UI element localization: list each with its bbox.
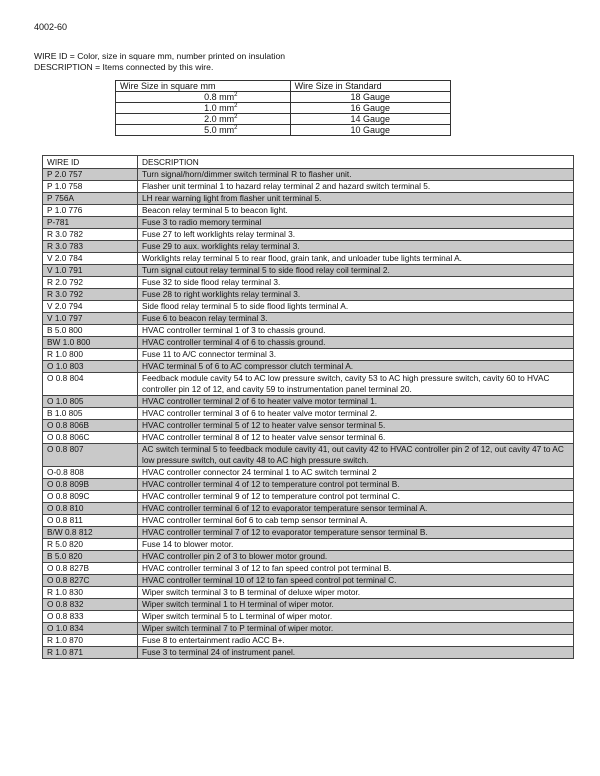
wire-id-cell: B/W 0.8 812	[43, 527, 138, 539]
description-cell: HVAC controller terminal 2 of 6 to heater valve motor terminal 1.	[138, 396, 574, 408]
wire-id-cell: R 3.0 782	[43, 229, 138, 241]
description-cell: Side flood relay terminal 5 to side flood lights terminal A.	[138, 301, 574, 313]
description-cell: Fuse 29 to aux. worklights relay terminal 3.	[138, 241, 574, 253]
table-row	[43, 241, 574, 253]
legend-wire-id: WIRE ID = Color, size in square mm, number printed on insulation	[34, 51, 285, 61]
description-cell: HVAC controller terminal 8 of 12 to heater valve sensor terminal 6.	[138, 432, 574, 444]
wire-id-cell: B 5.0 820	[43, 551, 138, 563]
wire-id-cell: BW 1.0 800	[43, 337, 138, 349]
table-row	[43, 587, 574, 599]
wire-id-cell: V 2.0 784	[43, 253, 138, 265]
size-mm-superscript: 2	[234, 103, 238, 109]
description-cell: HVAC controller pin 2 of 3 to blower motor ground.	[138, 551, 574, 563]
description-cell: Fuse 14 to blower motor.	[138, 539, 574, 551]
description-cell: HVAC controller terminal 5 of 12 to heater valve sensor terminal 5.	[138, 420, 574, 432]
wire-id-cell: O 0.8 810	[43, 503, 138, 515]
table-row	[43, 647, 574, 659]
wire-id-cell: P-781	[43, 217, 138, 229]
table-row	[43, 301, 574, 313]
size-row	[116, 92, 451, 103]
wire-id-cell: R 3.0 792	[43, 289, 138, 301]
description-cell: HVAC controller terminal 6of 6 to cab temp sensor terminal A.	[138, 515, 574, 527]
size-gauge-cell: 14 Gauge	[290, 114, 450, 125]
table-row	[43, 515, 574, 527]
description-cell: HVAC controller connector 24 terminal 1 to AC switch terminal 2	[138, 467, 574, 479]
size-table-header	[116, 81, 451, 92]
size-gauge-cell: 16 Gauge	[290, 103, 450, 114]
size-mm-cell	[116, 114, 291, 125]
description-cell: Fuse 3 to terminal 24 of instrument panel.	[138, 647, 574, 659]
table-row	[43, 467, 574, 479]
description-cell: Flasher unit terminal 1 to hazard relay terminal 2 and hazard switch terminal 5.	[138, 181, 574, 193]
table-row	[43, 349, 574, 361]
description-cell: HVAC controller terminal 10 of 12 to fan speed control pot terminal C.	[138, 575, 574, 587]
wire-id-cell: R 1.0 870	[43, 635, 138, 647]
description-cell: HVAC terminal 5 of 6 to AC compressor clutch terminal A.	[138, 361, 574, 373]
wire-id-cell: O 1.0 805	[43, 396, 138, 408]
table-row	[43, 491, 574, 503]
description-cell: AC switch terminal 5 to feedback module cavity 41, out cavity 42 to HVAC controller pin 2 of 12, out cavity 47 to AC low pressure switch, out cavity 48 to AC high pressure switch.	[138, 444, 574, 467]
wire-table-body	[43, 169, 574, 659]
wire-id-cell: B 5.0 800	[43, 325, 138, 337]
table-row	[43, 313, 574, 325]
wire-id-cell: P 756A	[43, 193, 138, 205]
wire-id-cell: O 0.8 827C	[43, 575, 138, 587]
table-row	[43, 599, 574, 611]
table-row	[43, 289, 574, 301]
size-mm-superscript: 2	[234, 92, 238, 98]
wire-id-cell: P 2.0 757	[43, 169, 138, 181]
size-mm-cell	[116, 103, 291, 114]
description-cell: Fuse 8 to entertainment radio ACC B+.	[138, 635, 574, 647]
table-row	[43, 396, 574, 408]
size-mm-value: 5.0 mm	[204, 125, 235, 135]
wire-id-cell: O 0.8 809B	[43, 479, 138, 491]
wire-id-cell: O 0.8 804	[43, 373, 138, 396]
size-mm-value: 0.8 mm	[204, 92, 235, 102]
table-row	[43, 277, 574, 289]
table-row	[43, 444, 574, 467]
description-cell: Fuse 27 to left worklights relay terminal 3.	[138, 229, 574, 241]
description-cell: Wiper switch terminal 1 to H terminal of wiper motor.	[138, 599, 574, 611]
table-row	[43, 563, 574, 575]
table-row	[43, 361, 574, 373]
description-cell: HVAC controller terminal 7 of 12 to evaporator temperature sensor terminal B.	[138, 527, 574, 539]
page-number: 4002-60	[34, 22, 68, 32]
table-row	[43, 217, 574, 229]
wire-id-cell: O 0.8 806C	[43, 432, 138, 444]
header-wire-id: WIRE ID	[43, 156, 138, 169]
table-row	[43, 479, 574, 491]
table-row	[43, 420, 574, 432]
description-cell: Fuse 6 to beacon relay terminal 3.	[138, 313, 574, 325]
table-row	[43, 623, 574, 635]
size-mm-value: 2.0 mm	[204, 114, 235, 124]
wire-id-cell: V 1.0 791	[43, 265, 138, 277]
size-mm-cell	[116, 125, 291, 136]
wire-id-cell: P 1.0 776	[43, 205, 138, 217]
wire-id-cell: B 1.0 805	[43, 408, 138, 420]
wire-id-cell: V 2.0 794	[43, 301, 138, 313]
size-gauge-cell: 18 Gauge	[290, 92, 450, 103]
description-cell: Turn signal cutout relay terminal 5 to side flood relay coil terminal 2.	[138, 265, 574, 277]
size-row	[116, 125, 451, 136]
description-cell: HVAC controller terminal 3 of 6 to heater valve motor terminal 2.	[138, 408, 574, 420]
size-mm-superscript: 2	[234, 114, 238, 120]
description-cell: HVAC controller terminal 4 of 6 to chassis ground.	[138, 337, 574, 349]
table-row	[43, 539, 574, 551]
wire-id-cell: R 5.0 820	[43, 539, 138, 551]
table-row	[43, 575, 574, 587]
description-cell: Worklights relay terminal 5 to rear flood, grain tank, and unloader tube lights terminal A.	[138, 253, 574, 265]
wire-id-cell: O 0.8 827B	[43, 563, 138, 575]
size-row	[116, 114, 451, 125]
legend-description: DESCRIPTION = Items connected by this wire.	[34, 62, 214, 72]
wire-id-cell: O 0.8 809C	[43, 491, 138, 503]
wire-id-cell: O 1.0 803	[43, 361, 138, 373]
table-row	[43, 432, 574, 444]
table-row	[43, 265, 574, 277]
description-cell: Fuse 28 to right worklights relay terminal 3.	[138, 289, 574, 301]
table-row	[43, 169, 574, 181]
table-row	[43, 193, 574, 205]
size-mm-superscript: 2	[234, 125, 238, 131]
wire-id-cell: R 3.0 783	[43, 241, 138, 253]
wire-id-table	[42, 155, 574, 659]
description-cell: HVAC controller terminal 9 of 12 to temperature control pot terminal C.	[138, 491, 574, 503]
description-cell: Wiper switch terminal 3 to B terminal of deluxe wiper motor.	[138, 587, 574, 599]
header-standard: Wire Size in Standard	[290, 81, 450, 92]
description-cell: HVAC controller terminal 4 of 12 to temperature control pot terminal B.	[138, 479, 574, 491]
size-table-body	[116, 92, 451, 136]
wire-id-cell: R 1.0 800	[43, 349, 138, 361]
wire-id-cell: O 0.8 811	[43, 515, 138, 527]
table-row	[43, 229, 574, 241]
wire-id-cell: O 0.8 807	[43, 444, 138, 467]
description-cell: Fuse 3 to radio memory terminal	[138, 217, 574, 229]
description-cell: Fuse 11 to A/C connector terminal 3.	[138, 349, 574, 361]
table-row	[43, 551, 574, 563]
wire-id-cell: O 0.8 832	[43, 599, 138, 611]
description-cell: Beacon relay terminal 5 to beacon light.	[138, 205, 574, 217]
wire-id-cell: O 1.0 834	[43, 623, 138, 635]
description-cell: HVAC controller terminal 6 of 12 to evaporator temperature sensor terminal A.	[138, 503, 574, 515]
description-cell: LH rear warning light from flasher unit terminal 5.	[138, 193, 574, 205]
wire-id-cell: O 0.8 806B	[43, 420, 138, 432]
description-cell: HVAC controller terminal 3 of 12 to fan speed control pot terminal B.	[138, 563, 574, 575]
header-description: DESCRIPTION	[138, 156, 574, 169]
wire-id-cell: P 1.0 758	[43, 181, 138, 193]
table-row	[43, 205, 574, 217]
wire-id-cell: O 0.8 833	[43, 611, 138, 623]
size-row	[116, 103, 451, 114]
table-row	[43, 611, 574, 623]
table-row	[43, 325, 574, 337]
table-row	[43, 408, 574, 420]
description-cell: Turn signal/horn/dimmer switch terminal R to flasher unit.	[138, 169, 574, 181]
table-row	[43, 337, 574, 349]
wire-id-cell: V 1.0 797	[43, 313, 138, 325]
wire-id-cell: R 1.0 830	[43, 587, 138, 599]
size-gauge-cell: 10 Gauge	[290, 125, 450, 136]
wire-id-cell: R 2.0 792	[43, 277, 138, 289]
wire-size-table	[115, 80, 451, 136]
legend	[34, 51, 285, 73]
table-row	[43, 635, 574, 647]
table-row	[43, 373, 574, 396]
size-mm-value: 1.0 mm	[204, 103, 235, 113]
description-cell: HVAC controller terminal 1 of 3 to chassis ground.	[138, 325, 574, 337]
table-row	[43, 527, 574, 539]
wire-table-header	[43, 156, 574, 169]
wire-id-cell: R 1.0 871	[43, 647, 138, 659]
description-cell: Wiper switch terminal 5 to L terminal of wiper motor.	[138, 611, 574, 623]
header-square-mm: Wire Size in square mm	[116, 81, 291, 92]
wire-id-cell: O-0.8 808	[43, 467, 138, 479]
table-row	[43, 503, 574, 515]
description-cell: Wiper switch terminal 7 to P terminal of wiper motor.	[138, 623, 574, 635]
table-row	[43, 253, 574, 265]
size-mm-cell	[116, 92, 291, 103]
description-cell: Fuse 32 to side flood relay terminal 3.	[138, 277, 574, 289]
description-cell: Feedback module cavity 54 to AC low pressure switch, cavity 53 to AC high pressure switch, cavity 60 to HVAC controller pin 12 of 12, and cavity 59 to instrumentation panel terminal 20.	[138, 373, 574, 396]
table-row	[43, 181, 574, 193]
